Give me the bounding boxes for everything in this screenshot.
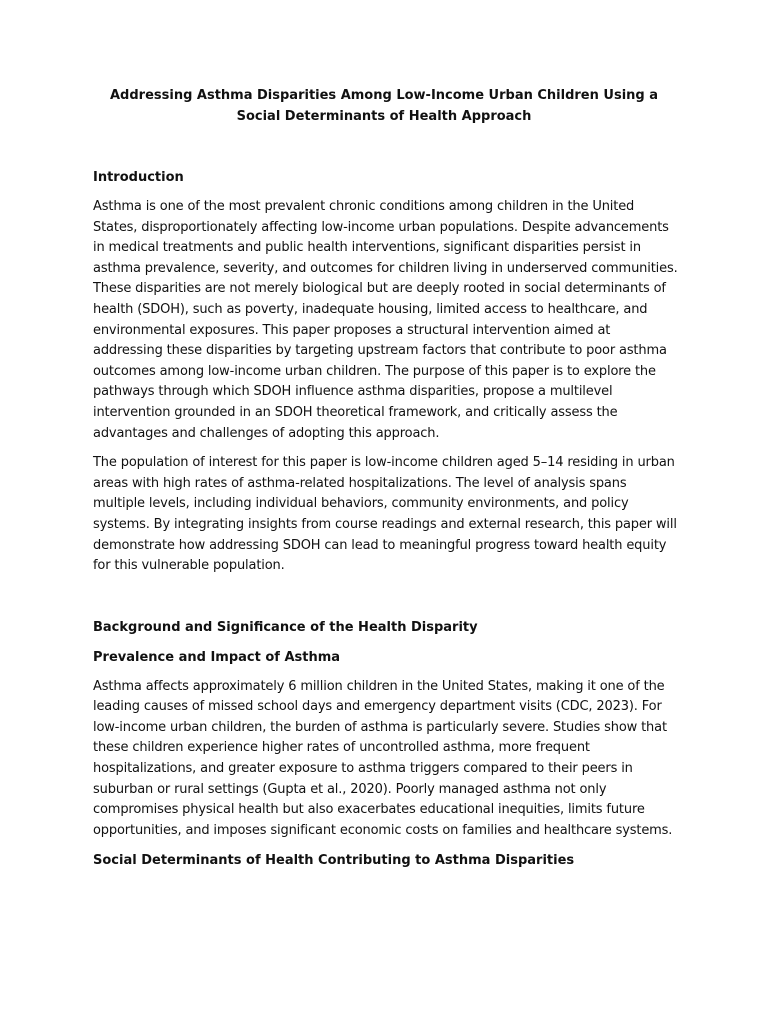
introduction-heading: Introduction (93, 170, 184, 185)
introduction-paragraph-2: The population of interest for this paper is low-income children aged 5–14 residing in urban areas with high rates of asthma-related hospitalizations. The level of analysis spans multiple levels, including individual behaviors, community environments, and policy systems. By integrating insights from course readings and external research, this paper will demonstrate how addressing SDOH can lead to meaningful progress toward health equity for this vulnerable population. (93, 455, 677, 574)
prevalence-heading: Prevalence and Impact of Asthma (93, 649, 341, 665)
document-page (93, 85, 678, 871)
sdoh-heading: Social Determinants of Health Contributing to Asthma Disparities (93, 853, 575, 869)
introduction-paragraph-1: Asthma is one of the most prevalent chronic conditions among children in the United States, disproportionately affecting low-income urban populations. Despite advancements in medical treatments and public health interventions, significant disparities persist in asthma prevalence, severity, and outcomes for children living in underserved communities. These disparities are not merely biological but are deeply rooted in social determinants of health (SDOH), such as poverty, inadequate housing, limited access to healthcare, and environmental exposures. This paper proposes a structural intervention aimed at addressing these disparities by targeting upstream factors that contribute to poor asthma outcomes among low-income urban children. The purpose of this paper is to explore the pathways through which SDOH influence asthma disparities, propose a multilevel intervention grounded in an SDOH theoretical framework, and critically assess the advantages and challenges of adopting this approach. (93, 199, 678, 441)
document-title: Addressing Asthma Disparities Among Low-Income Urban Children Using a Social Determinants of Health Approach (109, 88, 659, 124)
prevalence-paragraph: Asthma affects approximately 6 million children in the United States, making it one of the leading causes of missed school days and emergency department visits (CDC, 2023). For low-income urban children, the burden of asthma is particularly severe. Studies show that these children experience higher rates of uncontrolled asthma, more frequent hospitalizations, and greater exposure to asthma triggers compared to their peers in suburban or rural settings (Gupta et al., 2020). Poorly managed asthma not only compromises physical health but also exacerbates educational inequities, limits future opportunities, and imposes significant economic costs on families and healthcare systems. (93, 678, 673, 838)
background-heading: Background and Significance of the Health Disparity (93, 619, 478, 635)
